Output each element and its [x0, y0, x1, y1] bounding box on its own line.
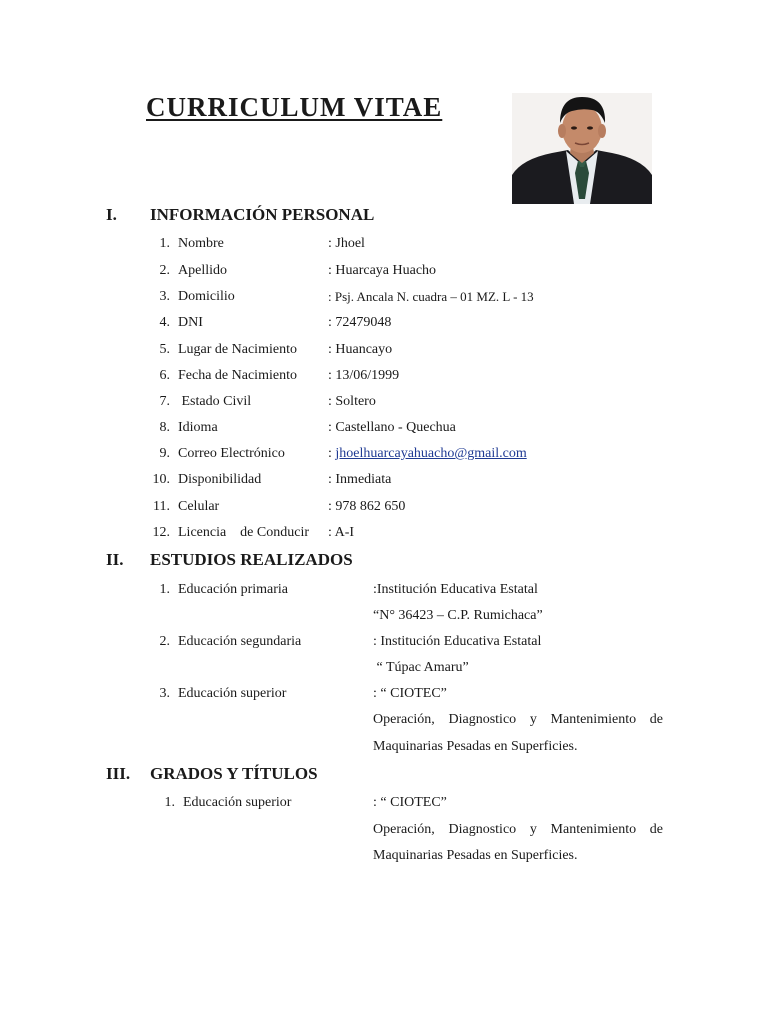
item-number: 3.	[159, 686, 170, 701]
item-value-continued: “N° 36423 – C.P. Rumichaca”	[373, 608, 543, 623]
item-number: 1.	[159, 236, 170, 251]
item-label: Fecha de Nacimiento	[178, 368, 297, 383]
person-portrait-icon	[512, 93, 652, 204]
item-value: : “ CIOTEC”	[373, 686, 447, 701]
item-number: 11.	[153, 499, 170, 514]
item-number: 2.	[159, 263, 170, 278]
item-value-continued: Maquinarias Pesadas en Superficies.	[373, 739, 578, 754]
section-title: ESTUDIOS REALIZADOS	[150, 550, 353, 569]
item-value-continued: Maquinarias Pesadas en Superficies.	[373, 848, 578, 863]
item-value: : A-I	[328, 525, 355, 540]
item-label: Apellido	[178, 263, 227, 278]
section-number: III.	[106, 764, 131, 783]
section-number: I.	[106, 205, 117, 224]
item-number: 1.	[164, 795, 175, 810]
item-value-continued: Operación, Diagnostico y Mantenimiento de	[373, 822, 663, 837]
section-title: INFORMACIÓN PERSONAL	[150, 205, 375, 224]
item-value: : 978 862 650	[328, 499, 406, 514]
item-number: 6.	[159, 368, 170, 383]
section-grados-heading	[106, 764, 506, 786]
item-label: Educación superior	[183, 795, 292, 810]
section-title: GRADOS Y TÍTULOS	[150, 764, 318, 783]
item-number: 7.	[159, 394, 170, 409]
item-value: : “ CIOTEC”	[373, 795, 447, 810]
item-label: DNI	[178, 315, 203, 330]
item-value: : 13/06/1999	[328, 368, 400, 383]
item-value: : 72479048	[328, 315, 392, 330]
item-value: : Psj. Ancala N. cuadra – 01 MZ. L - 13	[328, 289, 534, 304]
item-number: 3.	[159, 289, 170, 304]
item-value: :Institución Educativa Estatal	[373, 582, 538, 597]
item-label: Nombre	[178, 236, 224, 251]
item-value: : Institución Educativa Estatal	[373, 634, 542, 649]
item-value-continued: Operación, Diagnostico y Mantenimiento de	[373, 712, 663, 727]
item-label: Correo Electrónico	[178, 446, 285, 461]
section-number: II.	[106, 550, 124, 569]
item-label: Celular	[178, 499, 220, 514]
item-value: : Jhoel	[328, 236, 365, 251]
item-label: Educación segundaria	[178, 634, 302, 649]
item-value: : Inmediata	[328, 472, 392, 487]
item-label: Lugar de Nacimiento	[178, 342, 297, 357]
item-number: 1.	[159, 582, 170, 597]
section-estudios-heading	[106, 550, 506, 572]
item-number: 2.	[159, 634, 170, 649]
item-number: 5.	[159, 342, 170, 357]
item-label: Educación primaria	[178, 582, 289, 597]
item-label: Estado Civil	[178, 394, 252, 409]
value-prefix: :	[328, 446, 336, 461]
item-number: 8.	[159, 420, 170, 435]
item-number: 9.	[159, 446, 170, 461]
item-value-continued: “ Túpac Amaru”	[373, 660, 469, 675]
email-link[interactable]: jhoelhuarcayahuacho@gmail.com	[335, 446, 527, 461]
item-value: : Soltero	[328, 394, 376, 409]
document-title: CURRICULUM VITAE	[146, 92, 443, 122]
item-label: Licencia de Conducir	[178, 525, 310, 540]
item-label: Domicilio	[178, 289, 235, 304]
item-label: Idioma	[178, 420, 218, 435]
item-label: Educación superior	[178, 686, 287, 701]
profile-photo	[512, 93, 652, 204]
item-number: 10.	[152, 472, 170, 487]
item-value	[328, 446, 527, 462]
item-number: 12.	[152, 525, 170, 540]
item-value: : Huarcaya Huacho	[328, 263, 437, 278]
item-number: 4.	[159, 315, 170, 330]
item-label: Disponibilidad	[178, 472, 262, 487]
item-value: : Huancayo	[328, 342, 393, 357]
item-value: : Castellano - Quechua	[328, 420, 456, 435]
section-personal-heading	[106, 205, 506, 227]
